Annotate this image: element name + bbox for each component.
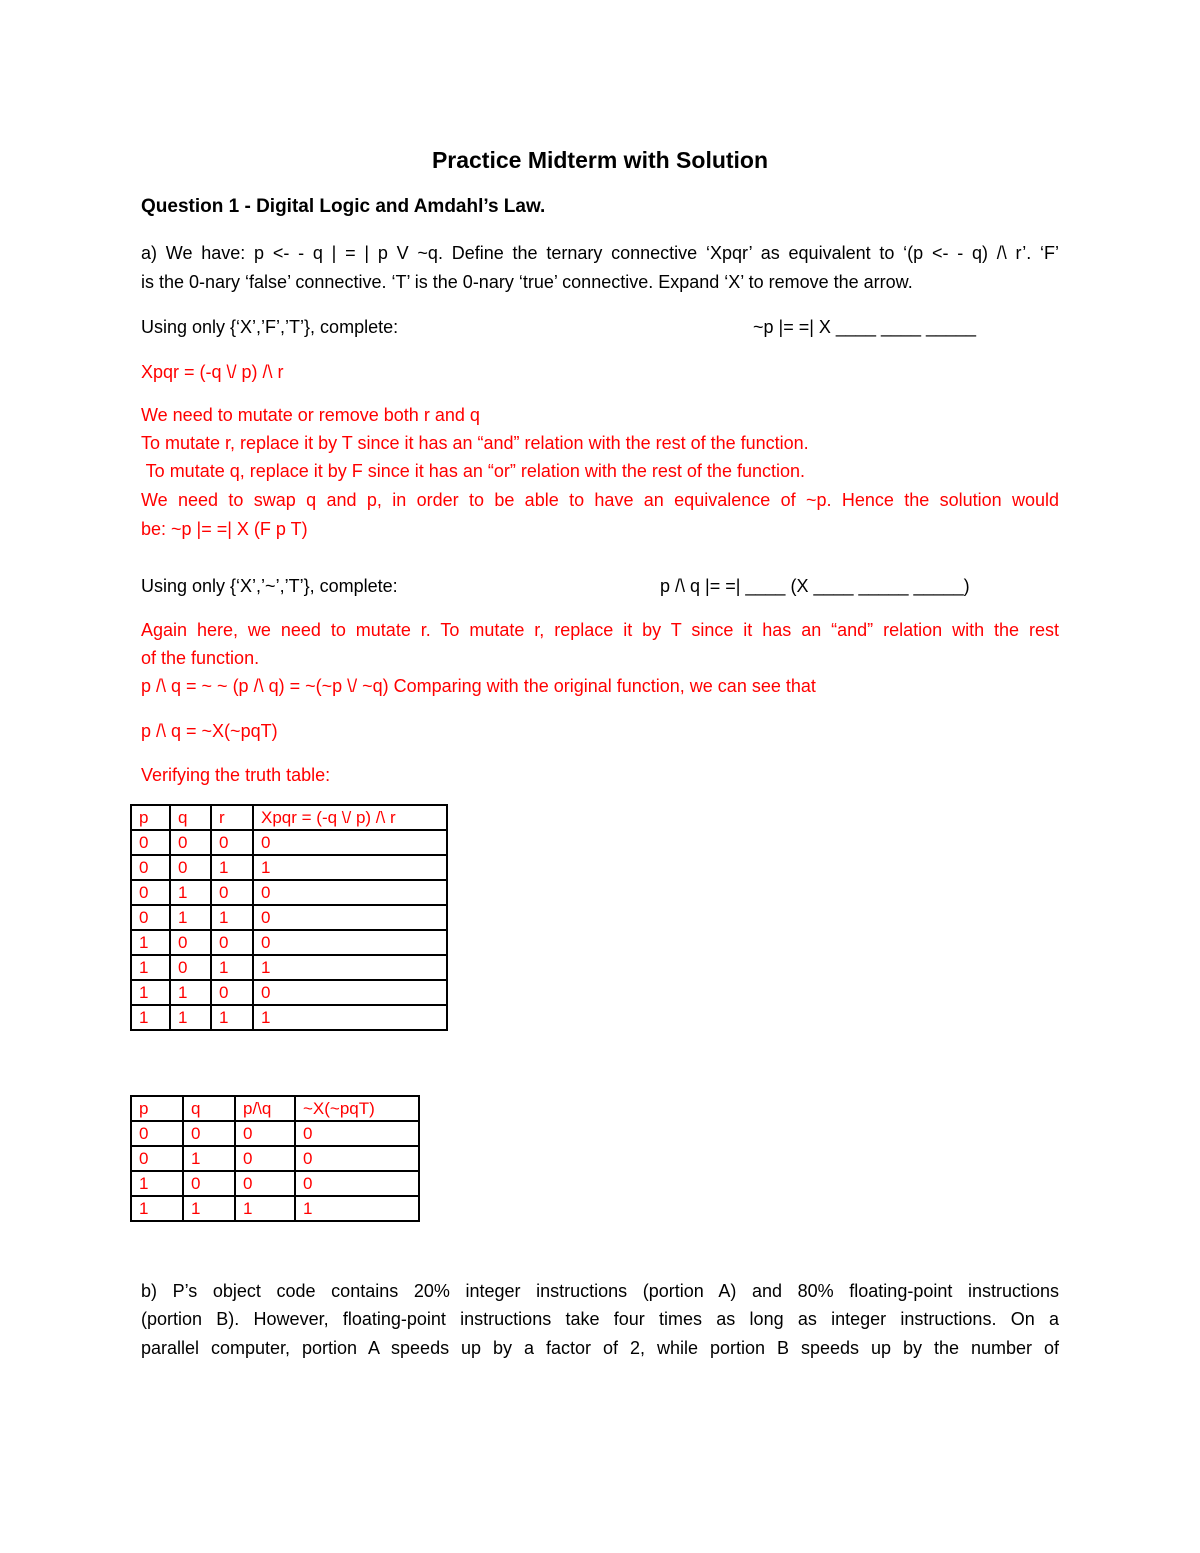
table-header-cell: ~X(~pqT) — [295, 1096, 419, 1121]
table-cell: 0 — [253, 980, 447, 1005]
table-row — [131, 980, 447, 1005]
table-cell: 1 — [183, 1196, 235, 1221]
using-only-xft-prompt: Using only {‘X’,’F’,’T’}, complete: — [141, 317, 399, 337]
table-row — [131, 855, 447, 880]
table-cell: 1 — [131, 1005, 170, 1030]
table-cell: 1 — [170, 980, 211, 1005]
solution-1-line: be: ~p |= =| X (F p T) — [141, 519, 308, 539]
table-cell: 0 — [253, 880, 447, 905]
truth-table-xpqr-body — [131, 805, 447, 1030]
table-cell: 1 — [211, 955, 253, 980]
table-cell: 1 — [170, 905, 211, 930]
question-1a-line-2: is the 0-nary ‘false’ connective. ‘T’ is the 0-nary ‘true’ connective. Expand ‘X’ to remove the arrow. — [141, 272, 913, 292]
question-1-heading: Question 1 - Digital Logic and Amdahl’s Law. — [141, 196, 546, 217]
table-header-row — [131, 1096, 419, 1121]
solution-1-line: We need to mutate or remove both r and q — [141, 405, 480, 425]
table-cell: 1 — [131, 955, 170, 980]
question-1b-line: parallel computer, portion A speeds up by a factor of 2, while portion B speeds up by the number of — [141, 1338, 1059, 1358]
table-cell: 1 — [170, 1005, 211, 1030]
table-cell: 1 — [211, 1005, 253, 1030]
table-row — [131, 1196, 419, 1221]
table-cell: 0 — [211, 980, 253, 1005]
question-1a-line-1: a) We have: p <- - q | = | p V ~q. Define the ternary connective ‘Xpqr’ as equivalent to ‘(p <- - q) /\ r’. ‘F’ — [141, 243, 1059, 263]
table-row — [131, 1171, 419, 1196]
table-row — [131, 955, 447, 980]
table-cell: 0 — [211, 830, 253, 855]
table-cell: 0 — [131, 880, 170, 905]
solution-1-line: To mutate r, replace it by T since it has an “and” relation with the rest of the function. — [141, 433, 809, 453]
table-header-cell: p — [131, 1096, 183, 1121]
table-cell: 0 — [295, 1146, 419, 1171]
table-cell: 1 — [131, 980, 170, 1005]
solution-1-line: We need to swap q and p, in order to be able to have an equivalence of ~p. Hence the solution would — [141, 490, 1059, 510]
table-cell: 0 — [295, 1121, 419, 1146]
table-header-cell: p/\q — [235, 1096, 295, 1121]
table-cell: 0 — [131, 1121, 183, 1146]
table-row — [131, 830, 447, 855]
table-cell: 1 — [235, 1196, 295, 1221]
table-cell: 0 — [235, 1121, 295, 1146]
table-row — [131, 1005, 447, 1030]
table-cell: 0 — [253, 905, 447, 930]
table-cell: 0 — [131, 855, 170, 880]
table-cell: 1 — [170, 880, 211, 905]
table-cell: 0 — [235, 1146, 295, 1171]
table-header-row — [131, 805, 447, 830]
table-row — [131, 1121, 419, 1146]
table-cell: 0 — [131, 1146, 183, 1171]
table-header-cell: Xpqr = (-q \/ p) /\ r — [253, 805, 447, 830]
table-cell: 1 — [253, 955, 447, 980]
truth-table-p-and-q-body — [131, 1096, 419, 1221]
solution-2-line: of the function. — [141, 648, 260, 668]
table-row — [131, 905, 447, 930]
table-cell: 1 — [183, 1146, 235, 1171]
table-header-cell: q — [183, 1096, 235, 1121]
using-only-xnt-prompt: Using only {‘X’,’~’,’T’}, complete: — [141, 576, 398, 596]
table-cell: 0 — [170, 930, 211, 955]
using-only-xft-blank: ~p |= =| X ____ ____ _____ — [753, 317, 977, 337]
table-cell: 1 — [131, 1171, 183, 1196]
using-only-xnt-blank: p /\ q |= =| ____ (X ____ _____ _____) — [660, 576, 970, 596]
solution-2-line: p /\ q = ~ ~ (p /\ q) = ~(~p \/ ~q) Comparing with the original function, we can see that — [141, 676, 816, 696]
table-row — [131, 880, 447, 905]
verify-caption: Verifying the truth table: — [141, 765, 331, 785]
page-title: Practice Midterm with Solution — [431, 147, 769, 173]
truth-table-xpqr — [130, 804, 448, 1031]
table-cell: 0 — [183, 1121, 235, 1146]
question-1b-line: (portion B). However, floating-point instructions take four times as long as integer instructions. On a — [141, 1309, 1059, 1329]
table-cell: 0 — [183, 1171, 235, 1196]
table-cell: 1 — [211, 855, 253, 880]
solution-2-result: p /\ q = ~X(~pqT) — [141, 721, 278, 741]
table-cell: 1 — [131, 930, 170, 955]
table-cell: 0 — [131, 830, 170, 855]
table-header-cell: p — [131, 805, 170, 830]
table-cell: 1 — [295, 1196, 419, 1221]
table-cell: 1 — [211, 905, 253, 930]
table-row — [131, 930, 447, 955]
table-cell: 1 — [131, 1196, 183, 1221]
table-cell: 0 — [170, 955, 211, 980]
truth-table-p-and-q — [130, 1095, 420, 1222]
table-header-cell: q — [170, 805, 211, 830]
table-header-cell: r — [211, 805, 253, 830]
table-cell: 0 — [170, 855, 211, 880]
table-cell: 0 — [235, 1171, 295, 1196]
solution-1-line: To mutate q, replace it by F since it has an “or” relation with the rest of the function. — [141, 461, 805, 481]
solution-1-expression: Xpqr = (-q \/ p) /\ r — [141, 362, 284, 382]
table-cell: 0 — [170, 830, 211, 855]
table-row — [131, 1146, 419, 1171]
table-cell: 0 — [211, 930, 253, 955]
table-cell: 0 — [295, 1171, 419, 1196]
table-cell: 0 — [253, 930, 447, 955]
table-cell: 0 — [253, 830, 447, 855]
table-cell: 1 — [253, 855, 447, 880]
table-cell: 0 — [211, 880, 253, 905]
question-1b-line: b) P’s object code contains 20% integer instructions (portion A) and 80% floating-point instructions — [141, 1281, 1059, 1301]
table-cell: 0 — [131, 905, 170, 930]
solution-2-line: Again here, we need to mutate r. To mutate r, replace it by T since it has an “and” relation with the rest — [141, 620, 1059, 640]
table-cell: 1 — [253, 1005, 447, 1030]
